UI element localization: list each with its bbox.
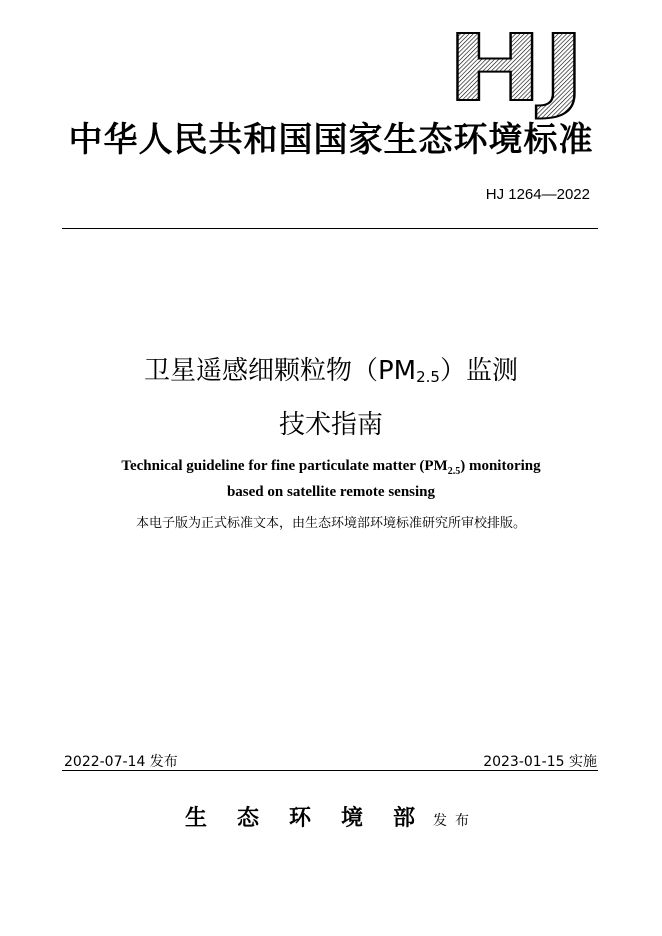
hj-logo [447, 15, 587, 122]
chinese-title-subscript: 2.5 [416, 368, 440, 386]
chinese-title-prefix: 卫星遥感细颗粒物（PM [144, 356, 417, 386]
implementation-date: 2023-01-15 实施 [483, 754, 597, 770]
standard-number: HJ 1264—2022 [485, 186, 590, 203]
issuer-name: 生态环境部 [184, 805, 445, 831]
english-title-line-1 [0, 458, 662, 477]
electronic-version-note: 本电子版为正式标准文本，由生态环境部环境标准研究所审校排版。 [135, 516, 526, 531]
issuer-action: 发布 [433, 813, 477, 829]
footer-divider [62, 770, 598, 771]
hj-logo-text: HJ [447, 15, 585, 122]
issuer-line [0, 801, 662, 832]
english-title-suffix: ) monitoring [460, 458, 541, 474]
chinese-title-line-1 [0, 350, 662, 387]
issue-date: 2022-07-14 发布 [64, 754, 178, 770]
english-title-prefix: Technical guideline for fine particulate matter (PM [121, 458, 448, 474]
organization-title: 中华人民共和国国家生态环境标准 [68, 120, 594, 160]
english-title-line-2: based on satellite remote sensing [226, 484, 436, 500]
header-divider [62, 228, 598, 229]
chinese-title-suffix: ）监测 [439, 356, 518, 386]
english-title-subscript: 2.5 [447, 466, 461, 477]
chinese-title-line-2: 技术指南 [278, 410, 383, 440]
